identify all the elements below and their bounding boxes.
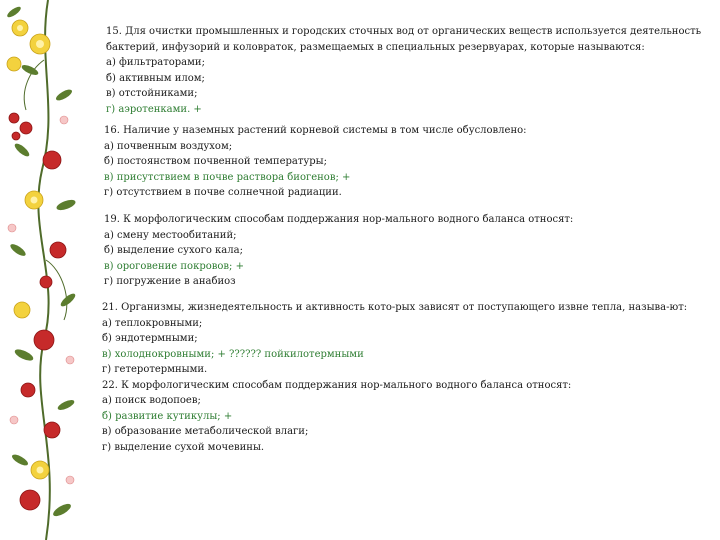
answer-option: б) эндотермными; <box>102 333 198 344</box>
correct-answer-option: в) присутствием в почве раствора биогенов; + <box>104 171 351 183</box>
question-21-stem: 21. Организмы, жизнедеятельность и активность кото-рых зависят от поступающего извне тепла, называ-ют: <box>102 302 688 313</box>
answer-option: г) гетеротермными. <box>102 364 208 375</box>
correct-answer-option: в) холоднокровными; + ?????? пойкилотермными <box>102 348 364 360</box>
answer-option: а) теплокровными; <box>102 317 203 329</box>
answer-option: в) образование метаболической влаги; <box>102 426 309 437</box>
answer-option: б) активным илом; <box>106 72 205 84</box>
answer-option: а) поиск водопоев; <box>102 395 201 406</box>
answer-option: а) почвенным воздухом; <box>104 140 233 152</box>
question-16-stem: 16. Наличие у наземных растений корневой системы в том числе обусловлено: <box>104 125 527 136</box>
question-16 <box>104 123 527 201</box>
question-15-stem-line-2: бактерий, инфузорий и коловраток, размещаемых в специальных резервуарах, которые называются: <box>106 41 645 53</box>
question-15-stem-line-1: 15. Для очистки промышленных и городских сточных вод от органических веществ используется деятельность <box>106 26 702 37</box>
question-21-22 <box>102 300 687 455</box>
correct-answer-option: г) аэротенками. + <box>106 103 202 115</box>
question-19 <box>104 212 573 290</box>
answer-option: в) отстойниками; <box>106 88 198 99</box>
answer-option: б) постоянством почвенной температуры; <box>104 156 328 167</box>
answer-option: г) отсутствием в почве солнечной радиации. <box>104 187 342 198</box>
question-19-stem: 19. К морфологическим способам поддержания нор-мального водного баланса относят: <box>104 214 574 225</box>
question-15 <box>106 24 701 117</box>
answer-option: г) погружение в анабиоз <box>104 276 236 287</box>
answer-option: а) фильтраторами; <box>106 57 205 68</box>
correct-answer-option: в) ороговение покровов; + <box>104 260 244 272</box>
answer-option: а) смену местообитаний; <box>104 229 237 241</box>
question-22-stem: 22. К морфологическим способам поддержания нор-мального водного баланса относят: <box>102 379 572 391</box>
correct-answer-option: б) развитие кутикулы; + <box>102 410 233 422</box>
answer-option: б) выделение сухого кала; <box>104 245 243 256</box>
answer-option: г) выделение сухой мочевины. <box>102 441 265 453</box>
